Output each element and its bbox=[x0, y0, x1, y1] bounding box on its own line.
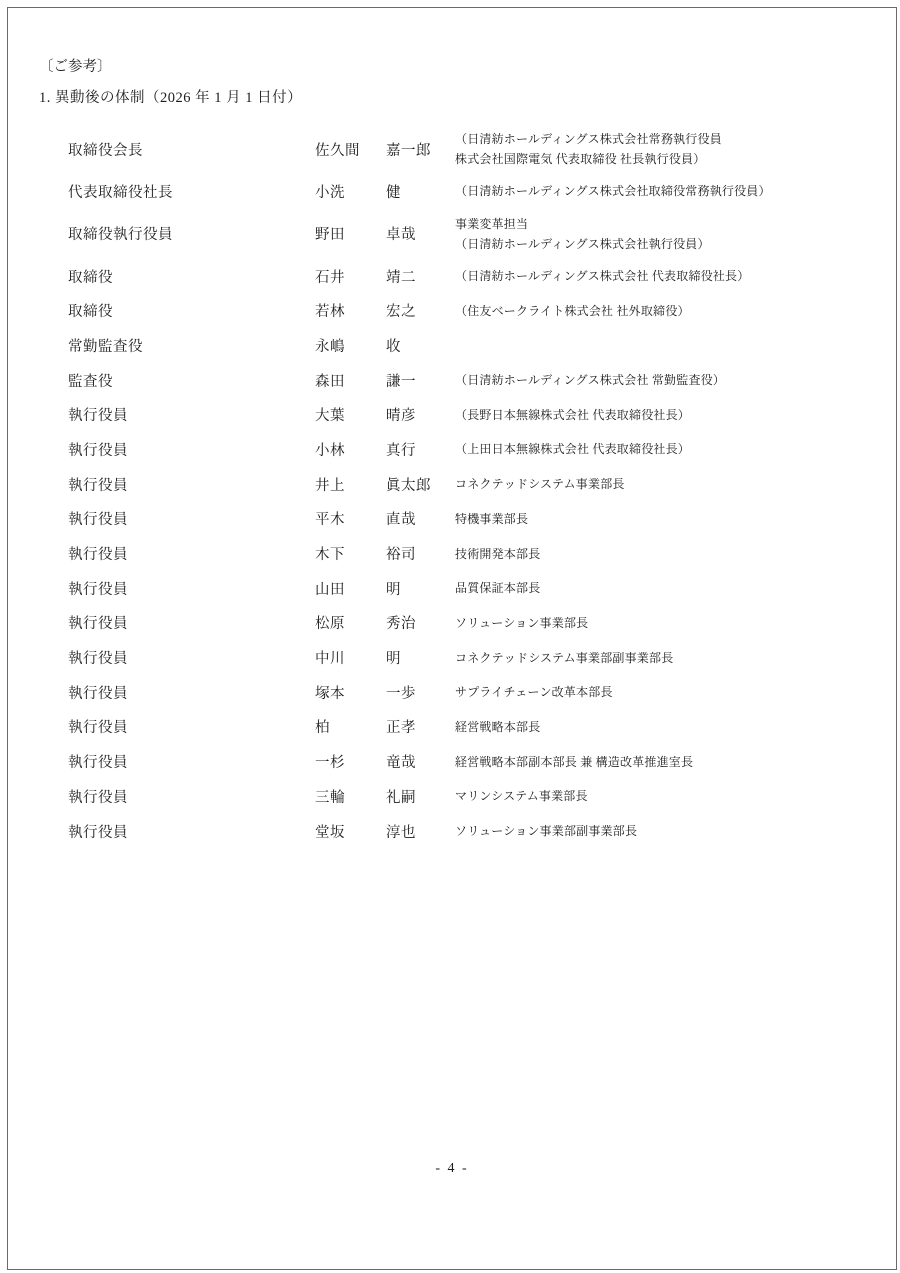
note-line: コネクテッドシステム事業部副事業部長 bbox=[455, 650, 674, 665]
person-given-name: 真行 bbox=[386, 442, 416, 459]
person-note bbox=[455, 509, 876, 529]
section-title: 1. 異動後の体制（2026 年 1 月 1 日付） bbox=[39, 90, 303, 106]
note-line: マリンシステム事業部長 bbox=[455, 789, 588, 804]
position-title: 執行役員 bbox=[68, 477, 128, 494]
person-surname: 小林 bbox=[315, 442, 345, 459]
note-line: コネクテッドシステム事業部長 bbox=[455, 477, 625, 492]
note-line: （住友ベークライト株式会社 社外取締役） bbox=[455, 303, 690, 318]
person-surname: 山田 bbox=[315, 581, 345, 598]
position-title: 執行役員 bbox=[68, 616, 128, 633]
person-given-name: 宏之 bbox=[386, 304, 416, 321]
person-given-name: 卓哉 bbox=[386, 227, 416, 244]
position-title: 執行役員 bbox=[68, 651, 128, 668]
roster-row bbox=[68, 536, 876, 571]
position-title: 執行役員 bbox=[68, 685, 128, 702]
person-surname: 平木 bbox=[315, 512, 345, 529]
person-given-name: 健 bbox=[386, 184, 401, 201]
roster-row bbox=[68, 174, 876, 209]
roster-row bbox=[68, 363, 876, 398]
person-surname: 森田 bbox=[315, 373, 345, 390]
roster-row bbox=[68, 640, 876, 675]
note-line: （日清紡ホールディングス株式会社 代表取締役社長） bbox=[455, 269, 750, 284]
position-title: 取締役執行役員 bbox=[68, 227, 173, 244]
roster-row bbox=[68, 259, 876, 294]
person-given-name: 裕司 bbox=[386, 547, 416, 564]
person-surname: 三輪 bbox=[315, 789, 345, 806]
note-line: 技術開発本部長 bbox=[455, 546, 541, 561]
person-note bbox=[455, 301, 876, 321]
person-given-name: 一歩 bbox=[386, 685, 416, 702]
roster-row bbox=[68, 467, 876, 502]
note-line: 経営戦略本部長 bbox=[455, 719, 541, 734]
person-given-name: 秀治 bbox=[386, 616, 416, 633]
person-surname: 小洗 bbox=[315, 184, 345, 201]
position-title: 執行役員 bbox=[68, 408, 128, 425]
roster-row bbox=[68, 779, 876, 814]
position-title: 執行役員 bbox=[68, 789, 128, 806]
person-surname: 木下 bbox=[315, 547, 345, 564]
person-note bbox=[455, 717, 876, 737]
position-title: 執行役員 bbox=[68, 442, 128, 459]
roster-row bbox=[68, 397, 876, 432]
document-header bbox=[8, 8, 896, 109]
person-note bbox=[455, 181, 876, 201]
position-title: 取締役 bbox=[68, 269, 113, 286]
note-line: （上田日本無線株式会社 代表取締役社長） bbox=[455, 442, 691, 457]
person-given-name: 靖二 bbox=[386, 269, 416, 286]
person-surname: 一杉 bbox=[315, 755, 345, 772]
roster-row bbox=[68, 293, 876, 328]
person-note bbox=[455, 578, 876, 598]
person-given-name: 直哉 bbox=[386, 512, 416, 529]
person-surname: 佐久間 bbox=[315, 142, 360, 159]
person-note bbox=[455, 474, 876, 494]
roster-row bbox=[68, 710, 876, 745]
person-note bbox=[455, 544, 876, 564]
note-line: 事業変革担当 bbox=[455, 216, 529, 231]
roster-row bbox=[68, 675, 876, 710]
position-title: 執行役員 bbox=[68, 547, 128, 564]
person-given-name: 謙一 bbox=[386, 373, 416, 390]
roster-row bbox=[68, 744, 876, 779]
person-surname: 大葉 bbox=[315, 408, 345, 425]
note-line: ソリューション事業部副事業部長 bbox=[455, 824, 638, 839]
person-given-name: 礼嗣 bbox=[386, 789, 416, 806]
position-title: 執行役員 bbox=[68, 755, 128, 772]
person-surname: 柏 bbox=[315, 720, 330, 737]
note-line: （日清紡ホールディングス株式会社執行役員） bbox=[455, 236, 710, 251]
note-line: 品質保証本部長 bbox=[455, 581, 541, 596]
executive-roster bbox=[8, 124, 896, 848]
roster-row bbox=[68, 502, 876, 537]
position-title: 取締役 bbox=[68, 304, 113, 321]
note-line: 株式会社国際電気 代表取締役 社長執行役員） bbox=[455, 152, 706, 166]
person-given-name: 晴彦 bbox=[386, 408, 416, 425]
note-line: ソリューション事業部長 bbox=[455, 615, 589, 630]
position-title: 監査役 bbox=[68, 373, 113, 390]
person-surname: 井上 bbox=[315, 477, 345, 494]
person-surname: 永嶋 bbox=[315, 338, 345, 355]
person-note bbox=[455, 214, 876, 254]
note-line: 経営戦略本部副本部長 兼 構造改革推進室長 bbox=[455, 754, 694, 769]
person-surname: 若林 bbox=[315, 304, 345, 321]
person-note bbox=[455, 405, 876, 425]
person-note bbox=[455, 682, 876, 702]
roster-row bbox=[68, 814, 876, 849]
roster-row bbox=[68, 432, 876, 467]
person-surname: 野田 bbox=[315, 227, 345, 244]
position-title: 常勤監査役 bbox=[68, 338, 143, 355]
person-given-name: 收 bbox=[386, 338, 401, 355]
note-line: （日清紡ホールディングス株式会社 常勤監査役） bbox=[455, 373, 726, 388]
note-line: サプライチェーン改革本部長 bbox=[455, 685, 613, 700]
position-title: 執行役員 bbox=[68, 581, 128, 598]
person-given-name: 竜哉 bbox=[386, 755, 416, 772]
page-number: - 4 - bbox=[435, 1161, 469, 1176]
person-given-name: 眞太郎 bbox=[386, 477, 431, 494]
position-title: 執行役員 bbox=[68, 720, 128, 737]
roster-row bbox=[68, 328, 876, 363]
person-note bbox=[455, 370, 876, 390]
reference-label: 〔ご参考〕 bbox=[39, 59, 112, 75]
person-given-name: 正孝 bbox=[386, 720, 416, 737]
person-surname: 堂坂 bbox=[315, 824, 345, 841]
person-surname: 石井 bbox=[315, 269, 345, 286]
person-note bbox=[455, 752, 876, 772]
person-given-name: 明 bbox=[386, 651, 401, 668]
person-given-name: 嘉一郎 bbox=[386, 142, 431, 159]
position-title: 取締役会長 bbox=[68, 142, 143, 159]
person-note bbox=[455, 613, 876, 633]
person-note bbox=[455, 821, 876, 841]
note-line: （日清紡ホールディングス株式会社取締役常務執行役員） bbox=[455, 184, 771, 199]
person-note bbox=[455, 786, 876, 806]
position-title: 執行役員 bbox=[68, 512, 128, 529]
note-line: （日清紡ホールディングス株式会社常務執行役員 bbox=[455, 132, 722, 146]
person-note bbox=[455, 266, 876, 286]
person-given-name: 明 bbox=[386, 581, 401, 598]
person-surname: 松原 bbox=[315, 616, 345, 633]
person-given-name: 淳也 bbox=[386, 824, 416, 841]
position-title: 代表取締役社長 bbox=[68, 184, 173, 201]
note-line: 特機事業部長 bbox=[455, 511, 529, 526]
person-note bbox=[455, 129, 876, 169]
roster-row bbox=[68, 606, 876, 641]
roster-row bbox=[68, 124, 876, 174]
person-surname: 塚本 bbox=[315, 685, 345, 702]
roster-row bbox=[68, 571, 876, 606]
position-title: 執行役員 bbox=[68, 824, 128, 841]
person-note bbox=[455, 439, 876, 459]
person-surname: 中川 bbox=[315, 651, 345, 668]
person-note bbox=[455, 648, 876, 668]
roster-row bbox=[68, 209, 876, 259]
note-line: （長野日本無線株式会社 代表取締役社長） bbox=[455, 407, 691, 422]
document-page bbox=[7, 7, 897, 1270]
